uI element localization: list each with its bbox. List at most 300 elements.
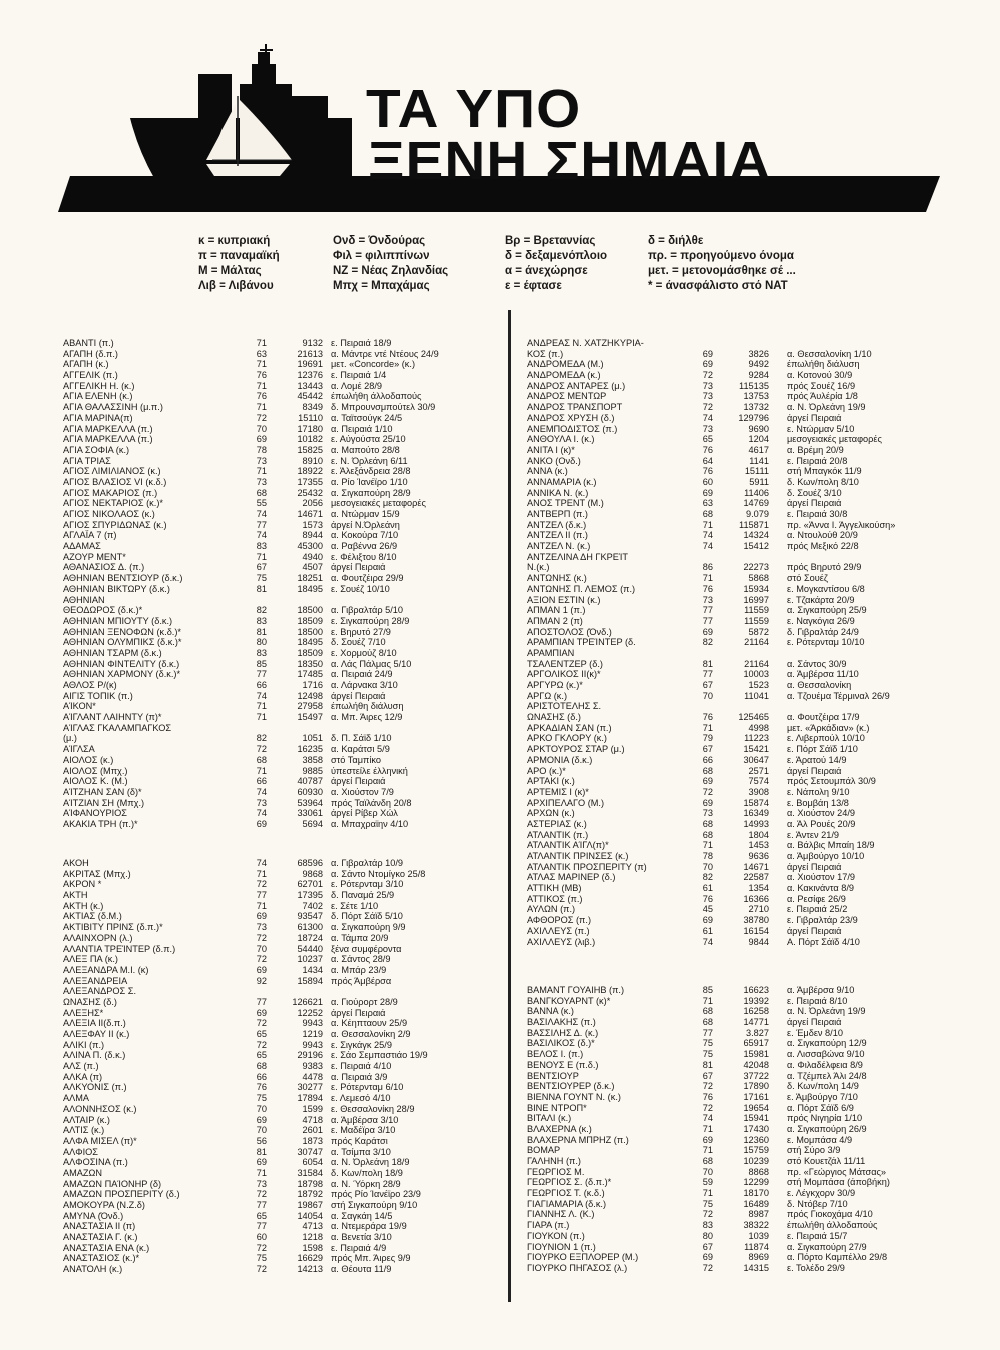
- ship-name: ΓΙΟΥΡΚΟ ΠΗΓΑΣΟΣ (λ.): [527, 1262, 628, 1273]
- status-note: α. Γιούρορτ 28/9: [331, 996, 398, 1007]
- status-note: ε. Θεσσαλονίκη 28/9: [331, 1103, 415, 1114]
- status-note: α. Ραβέννα 26/9: [331, 541, 398, 552]
- tonnage: 19867: [297, 1200, 323, 1210]
- build-year: 73: [702, 380, 713, 391]
- tonnage: 13753: [743, 391, 769, 402]
- tonnage: 60930: [297, 786, 323, 797]
- status-note: α. Μάντρε ντέ Ντέους 24/9: [331, 348, 439, 359]
- build-year: 73: [256, 455, 267, 466]
- status-note: α. Ρεσίφε 26/9: [787, 893, 846, 904]
- status-note: α. Θεσσαλονίκη 1/10: [787, 348, 872, 359]
- tonnage: 126621: [292, 996, 323, 1007]
- ship-name: ΘΕΟΔΩΡΟΣ (δ.κ.)*: [63, 605, 143, 616]
- ship-name: ΒΙΕΝΝΑ ΓΟΥΝΤ Ν. (κ.): [527, 1091, 621, 1102]
- build-year: 72: [702, 402, 713, 413]
- status-note: α. Ντώρμαν 15/9: [331, 509, 400, 519]
- ship-entry-row: [63, 1200, 493, 1211]
- status-note: ε. Ρότερνταμ 3/10: [331, 879, 404, 890]
- ship-entry-row: [63, 776, 493, 787]
- ship-entry-row: [527, 1220, 967, 1231]
- legend-entry: κ = κυπριακή: [198, 235, 271, 247]
- build-year: 72: [256, 932, 267, 943]
- ship-name: ΓΕΩΡΓΙΟΣ Σ. (δ.π.)*: [527, 1177, 612, 1188]
- status-note: πρός Σετουμπάλ 30/9: [787, 776, 876, 787]
- tonnage: 4713: [302, 1221, 323, 1232]
- ship-name: ΑΛΦΑ ΜΙΣΕΛ (π)*: [63, 1135, 137, 1146]
- tonnage: 12299: [743, 1177, 769, 1188]
- build-year: 77: [256, 996, 267, 1007]
- tonnage: 16629: [297, 1253, 323, 1264]
- tonnage: 19392: [743, 995, 769, 1006]
- ship-entry-row: [63, 766, 493, 777]
- build-year: 72: [256, 879, 267, 890]
- tonnage: 2056: [302, 498, 323, 509]
- status-note: α. Λομέ 28/9: [331, 380, 382, 391]
- ship-entry-row: [527, 562, 967, 573]
- build-year: 78: [702, 851, 713, 861]
- build-year: 75: [256, 1093, 267, 1104]
- status-note: ε. Λέγκχορν 30/9: [787, 1188, 856, 1199]
- tonnage: 5872: [748, 626, 769, 637]
- ship-list-left-top: [63, 338, 493, 830]
- ship-entry-row: [527, 1038, 967, 1049]
- ship-name: ΑΤΛΑΝΤΙΚ ΠΡΙΝΣΕΣ (κ.): [527, 851, 629, 861]
- ship-name: ΑΘΑΝΑΣΙΟΣ Δ. (π.): [63, 562, 145, 573]
- ship-entry-row: [527, 413, 967, 424]
- tonnage: 16623: [743, 985, 769, 995]
- ship-entry-row: [527, 509, 967, 520]
- build-year: 67: [702, 1070, 713, 1081]
- ship-entry-row: [527, 915, 967, 926]
- ship-name: ΑΝΕΜΠΟΔΙΣΤΟΣ (π.): [527, 423, 618, 434]
- ship-name: ΑΧΙΛΛΕΥΣ (π.): [527, 925, 590, 936]
- build-year: 72: [256, 1242, 267, 1253]
- ship-name: ΩΝΑΣΗΣ (δ.): [527, 712, 581, 723]
- tonnage: 18798: [297, 1178, 323, 1189]
- status-note: α. Πειραιά 1/10: [331, 423, 393, 434]
- ship-name: ΑΝΑΣΤΑΣΙΑ ΙΙ (π): [63, 1221, 136, 1232]
- status-note: α. Λισσαβώνα 9/10: [787, 1049, 865, 1060]
- ship-entry-row: [63, 1050, 493, 1061]
- build-year: 72: [702, 1102, 713, 1113]
- ship-entry-row: [527, 1028, 967, 1039]
- ship-name: ΑΛΟΝΝΗΣΟΣ (κ.): [63, 1103, 137, 1114]
- status-note: ε. Βηρυτό 27/9: [331, 626, 391, 637]
- ship-entry-row: [527, 605, 967, 616]
- ship-entry-row: [63, 680, 493, 691]
- status-note: πρός Σουέζ 16/9: [787, 380, 856, 391]
- status-note: α. Πειραιά 3/9: [331, 1071, 388, 1082]
- build-year: 72: [702, 786, 713, 797]
- ship-name: Ν.(κ.): [527, 562, 550, 573]
- status-note: α. Βάλβις Μπαίη 18/9: [787, 840, 875, 851]
- status-note: μετ. «Άρκάδιαν» (κ.): [787, 722, 870, 733]
- status-note: πρός Μεξικό 22/8: [787, 541, 859, 552]
- tonnage: 15759: [743, 1145, 769, 1156]
- ship-name: ΒΛΑΧΕΡΝΑ (κ.): [527, 1123, 592, 1134]
- build-year: 74: [256, 786, 267, 797]
- tonnage: 7402: [302, 900, 323, 911]
- tonnage: 1354: [748, 883, 769, 894]
- status-note: δ. Πόρτ Σάϊδ 5/10: [331, 911, 403, 922]
- ship-entry-row: [63, 659, 493, 670]
- tonnage: 5868: [748, 573, 769, 584]
- tonnage: 37722: [743, 1070, 769, 1081]
- ship-name: ΑΛΕΞ ΠΑ (κ.): [63, 954, 118, 965]
- tonnage: 18251: [297, 573, 323, 584]
- ship-entry-row: [63, 819, 493, 830]
- legend-column-3: [505, 234, 607, 294]
- build-year: 81: [256, 626, 267, 637]
- tonnage: 11559: [744, 615, 769, 626]
- tonnage: 4617: [748, 444, 769, 455]
- tonnage: 14671: [297, 509, 323, 519]
- tonnage: 15941: [743, 1113, 769, 1124]
- tonnage: 17395: [297, 890, 323, 901]
- build-year: 72: [702, 1262, 713, 1273]
- build-year: 72: [256, 744, 267, 755]
- status-note: πρός Άυλέρία 1/8: [787, 391, 858, 402]
- ship-list-right-bottom: [527, 985, 967, 1274]
- build-year: 73: [256, 476, 267, 487]
- ship-entry-row: [63, 456, 493, 467]
- ship-entry-row: [63, 1115, 493, 1126]
- tonnage: 6054: [302, 1157, 323, 1168]
- ship-entry-row: [527, 381, 967, 392]
- ship-name: ΓΕΩΡΓΙΟΣ Μ.: [527, 1166, 585, 1177]
- build-year: 74: [256, 858, 267, 868]
- ship-entry-row: [527, 1177, 967, 1188]
- build-year: 71: [702, 519, 713, 530]
- ship-entry-row: [63, 744, 493, 755]
- status-note: ε. Μομπάσα 4/9: [787, 1134, 853, 1145]
- ship-name: ΑΛΕΞΑΝΔΡΟΣ Σ.: [63, 986, 137, 997]
- ship-name: ΑΊΓΛΣΑ: [63, 744, 95, 755]
- ship-entry-row: [63, 1211, 493, 1222]
- status-note: α. Ντεμεράρα 19/9: [331, 1221, 407, 1232]
- ship-entry-row: [527, 819, 967, 830]
- status-note: ε. Πειραιά 20/8: [787, 455, 848, 466]
- status-note: ε. Πειραιά 8/10: [787, 995, 848, 1006]
- status-note: άργεί Πειραιά: [331, 1007, 386, 1018]
- tonnage: 8969: [748, 1252, 769, 1263]
- status-note: δ. Ντόβερ 7/10: [787, 1198, 848, 1209]
- tonnage: 16489: [743, 1198, 769, 1209]
- build-year: 72: [256, 412, 267, 423]
- status-note: άργεί Πειραιά: [787, 765, 842, 776]
- ship-entry-row: [63, 798, 493, 809]
- tonnage: 15981: [743, 1049, 769, 1060]
- tonnage: 18724: [297, 932, 323, 943]
- ship-name: ΑΥΛΩΝ (π.): [527, 904, 576, 915]
- build-year: 74: [702, 541, 713, 552]
- status-note: ε. Γιβραλτάρ 23/9: [787, 915, 858, 926]
- tonnage: 15111: [744, 466, 769, 477]
- build-year: 82: [256, 605, 267, 616]
- tonnage: 15934: [743, 583, 769, 594]
- build-year: 86: [702, 562, 713, 573]
- tonnage: 33061: [297, 808, 323, 819]
- status-note: ε. Ρότερνταμ 10/10: [787, 637, 865, 648]
- ship-entry-row: [527, 830, 967, 841]
- ship-entry-row: [63, 997, 493, 1008]
- ship-entry-row: [63, 648, 493, 659]
- ship-name: ΑΚΤΗ (κ.): [63, 900, 104, 911]
- build-year: 81: [256, 1146, 267, 1157]
- build-year: 67: [702, 680, 713, 690]
- ship-entry-row: [527, 359, 967, 370]
- build-year: 45: [702, 904, 713, 915]
- status-note: ξένα συμφέροντα: [331, 943, 402, 954]
- ship-name: ΑΛΕΞΑΝΔΡΕΙΑ: [63, 975, 128, 986]
- build-year: 69: [702, 487, 713, 498]
- tonnage: 14315: [743, 1262, 769, 1273]
- status-note: πρός Ταϊλάνδη 20/8: [331, 797, 412, 808]
- tonnage: 18922: [297, 466, 323, 477]
- ship-name: ΑΝΤΖΕΛ ΙΙ (π.): [527, 530, 588, 541]
- ship-name: ΑΛΙΚΙ (π.): [63, 1039, 105, 1050]
- tonnage: 17894: [297, 1093, 323, 1104]
- tonnage: 16997: [743, 594, 769, 605]
- ship-name: ΓΙΑΡΑ (π.): [527, 1220, 570, 1231]
- ship-entry-row: [63, 1243, 493, 1254]
- ship-entry-row: [63, 911, 493, 922]
- ship-name: ΑΝΘΟΥΛΑ Ι. (κ.): [527, 434, 595, 445]
- ship-name: ΑΘΗΝΙΑΝ ΜΠΙΟΥΤΥ (δ.κ.): [63, 615, 173, 626]
- build-year: 69: [702, 359, 713, 370]
- tonnage: 16366: [743, 893, 769, 904]
- ship-entry-row: [527, 456, 967, 467]
- tonnage: 1218: [302, 1232, 323, 1243]
- status-note: ε. Πειραιά 18/9: [331, 338, 392, 348]
- build-year: 70: [702, 690, 713, 701]
- build-year: 73: [256, 922, 267, 933]
- status-note: δ. Σουέζ 7/10: [331, 637, 386, 648]
- legend-entry: Βρ = Βρεταννίας: [505, 235, 596, 247]
- ship-entry-row: [527, 1006, 967, 1017]
- tonnage: 11559: [744, 605, 769, 616]
- build-year: 77: [702, 669, 713, 680]
- ship-name: ΑΛΚΑ (π): [63, 1071, 103, 1082]
- tonnage: 21613: [297, 348, 323, 359]
- ship-name: ΓΙΟΥΝΙΟΝ 1 (π.): [527, 1241, 596, 1252]
- ship-entry-row: [527, 1017, 967, 1028]
- tonnage: 14054: [297, 1210, 323, 1221]
- ship-name: ΑΤΛΑΝΤΙΚ ΑΊΓΛ(π)*: [527, 840, 609, 851]
- ship-name: ΑΘΗΝΙΑΝ ΤΣΑΡΜ (δ.κ.): [63, 647, 162, 658]
- ship-name: ΑΙΟΛΟΣ (κ.): [63, 754, 114, 765]
- status-note: α. Γιβραλτάρ 10/9: [331, 858, 404, 868]
- ship-name: ΑΓΙΑ ΘΑΛΑΣΣΙΝΗ (μ.π.): [63, 402, 163, 413]
- ship-entry-row: [527, 648, 967, 659]
- build-year: 71: [256, 1167, 267, 1178]
- status-note: ε. Άρατού 14/9: [787, 754, 847, 765]
- ship-name: ΑΝΤΖΕΛ Ν. (κ.): [527, 541, 591, 552]
- build-year: 73: [256, 1178, 267, 1189]
- build-year: 70: [256, 423, 267, 434]
- build-year: 68: [256, 487, 267, 498]
- tonnage: 1598: [302, 1242, 323, 1253]
- tonnage: 17485: [297, 669, 323, 680]
- build-year: 69: [702, 915, 713, 926]
- tonnage: 30747: [297, 1146, 323, 1157]
- ship-name: ΑΜΟΚΟΥΡΑ (Ν.Ζ.δ): [63, 1200, 145, 1210]
- status-note: α. Μπ. Άιρες 12/9: [331, 712, 403, 723]
- build-year: 71: [702, 1123, 713, 1134]
- build-year: 68: [702, 1017, 713, 1028]
- tonnage: 45300: [297, 541, 323, 552]
- build-year: 60: [702, 476, 713, 487]
- ship-name: ΓΙΟΥΡΚΟ ΕΞΠΛΟΡΕΡ (Μ.): [527, 1252, 639, 1263]
- title-line-1: ΤΑ ΥΠΟ: [366, 79, 582, 139]
- tonnage: 18495: [297, 583, 323, 594]
- build-year: 81: [256, 583, 267, 594]
- build-year: 67: [256, 562, 267, 573]
- build-year: 65: [256, 1210, 267, 1221]
- status-note: δ. Γιβραλτάρ 24/9: [787, 626, 859, 637]
- build-year: 69: [702, 1252, 713, 1263]
- ship-name: ΑΘΛΟΣ Ρ/(κ): [63, 680, 117, 690]
- build-year: 69: [702, 626, 713, 637]
- status-note: α. Άλ Ρουές 20/9: [787, 818, 856, 829]
- ship-entry-row: [527, 985, 967, 996]
- ship-name: ΑΓΓΕΛΙΚ (π.): [63, 370, 118, 381]
- status-note: δ. Κων/πολη 8/10: [787, 476, 859, 487]
- status-note: ε. Πειραιά 1/4: [331, 370, 387, 381]
- tonnage: 11406: [744, 487, 769, 498]
- status-note: έπωλήθη διάλυση: [331, 701, 404, 712]
- build-year: 69: [702, 348, 713, 359]
- tonnage: 42048: [743, 1059, 769, 1070]
- ship-entry-row: [527, 498, 967, 509]
- ship-entry-row: [63, 370, 493, 381]
- legend-entry: μετ. = μετονομάσθηκε σέ ...: [648, 265, 796, 277]
- ship-name: ΑΝΝΑ (κ.): [527, 466, 568, 477]
- status-note: α. Μαπούτο 28/8: [331, 444, 400, 455]
- status-note: α. Γιβραλτάρ 5/10: [331, 605, 404, 616]
- ship-entry-row: [527, 872, 967, 883]
- ship-entry-row: [63, 498, 493, 509]
- ship-name: ΑΝΚΟ (Ονδ.): [527, 455, 581, 466]
- tonnage: 9885: [302, 765, 323, 776]
- ship-name: ΑΡΓΩ (κ.): [527, 690, 568, 701]
- tonnage: 1599: [302, 1103, 323, 1114]
- build-year: 74: [702, 530, 713, 541]
- ship-name: ΑΝΑΤΟΛΗ (κ.): [63, 1264, 123, 1275]
- status-note: άργεί Πειραιά: [787, 498, 842, 509]
- ship-entry-row: [63, 787, 493, 798]
- tonnage: 3858: [302, 754, 323, 765]
- ship-entry-row: [63, 1168, 493, 1179]
- tonnage: 7574: [748, 776, 769, 787]
- status-note: ε. Πειραιά 4/9: [331, 1242, 387, 1253]
- ship-name: ΤΣΑΛΕΝΤΖΕΡ (δ.): [527, 658, 603, 669]
- status-note: έπωλήθη άλλοδαπούς: [331, 391, 422, 402]
- status-note: α. Άμβούργο 10/10: [787, 851, 865, 861]
- ship-name: ΑΓΙΟΣ ΣΠΥΡΙΔΩΝΑΣ (κ.): [63, 519, 167, 530]
- ship-name: ΑΛΙΝΑ Π. (δ.κ.): [63, 1050, 126, 1061]
- ship-name: ΑΓΛΑΪΑ 7 (π): [63, 530, 117, 541]
- ship-name: ΑΝΔΡΟΜΕΔΑ (Μ.): [527, 359, 604, 370]
- status-note: α. Χιούστον 7/9: [331, 786, 394, 797]
- ship-entry-row: [527, 488, 967, 499]
- build-year: 71: [702, 573, 713, 584]
- status-note: άργεί Πειραιά: [787, 925, 842, 936]
- ship-name: ΑΝΑΣΤΑΣΙΑ Γ. (κ.): [63, 1232, 138, 1243]
- build-year: 70: [256, 943, 267, 954]
- build-year: 69: [702, 797, 713, 808]
- ship-name: ΚΟΣ (π.): [527, 348, 564, 359]
- tonnage: 29196: [297, 1050, 323, 1061]
- ship-entry-row: [527, 477, 967, 488]
- ship-name: ΑΝΤΩΝΗΣ (κ.): [527, 573, 587, 584]
- build-year: 82: [702, 637, 713, 648]
- build-year: 69: [702, 1134, 713, 1145]
- build-year: 56: [256, 1135, 267, 1146]
- ship-entry-row: [63, 509, 493, 520]
- ship-name: ΑΡΤΕΜΙΣ Ι (κ)*: [527, 786, 589, 797]
- tonnage: 18350: [297, 658, 323, 669]
- ship-name: ΑΓΙΑ ΜΑΡΚΕΛΛΑ (π.): [63, 423, 153, 434]
- ship-name: ΑΊΦΑΝΟΥΡΙΟΣ: [63, 808, 127, 819]
- ship-entry-row: [63, 381, 493, 392]
- legend-entry: δ = διήλθε: [648, 235, 704, 247]
- status-note: ύπεστείλε έλληνική: [331, 765, 408, 776]
- ship-entry-row: [527, 680, 967, 691]
- ship-entry-row: [63, 1179, 493, 1190]
- build-year: 73: [702, 808, 713, 819]
- tonnage: 2601: [302, 1125, 323, 1136]
- ship-name: ΑΊΤΖΗΑΝ ΣΑΝ (δ)*: [63, 786, 142, 797]
- status-note: ε. Χορμούζ 8/10: [331, 647, 397, 658]
- ship-name: ΑΡΧΙΠΕΛΑΓΟ (Μ.): [527, 797, 605, 808]
- build-year: 83: [256, 647, 267, 658]
- ship-entry-row: [527, 883, 967, 894]
- status-note: α. Άμβέρσα 9/10: [787, 985, 855, 995]
- tonnage: 22587: [743, 872, 769, 883]
- ship-name: ΑΓΙΟΣ ΝΕΚΤΑΡΙΟΣ (κ.)*: [63, 498, 163, 509]
- build-year: 85: [702, 985, 713, 995]
- ship-name: ΑΘΗΝΙΑΝ ΞΕΝΟΦΩΝ (κ.δ.)*: [63, 626, 181, 637]
- ship-entry-row: [527, 862, 967, 873]
- status-note: α. Σιγκαπούρη 25/9: [787, 605, 867, 616]
- tonnage: 5694: [302, 818, 323, 829]
- tonnage: 17180: [297, 423, 323, 434]
- tonnage: 18170: [743, 1188, 769, 1199]
- ship-name: ΑΙΟΛΟΣ Κ. (Μ.): [63, 776, 128, 787]
- build-year: 76: [702, 712, 713, 723]
- ship-entry-row: [63, 1018, 493, 1029]
- ship-name: ΑΝΑΣΤΑΣΙΟΣ (κ.)*: [63, 1253, 140, 1264]
- tonnage: 4718: [302, 1114, 323, 1125]
- ship-name: ΓΑΛΗΝΗ (π.): [527, 1156, 581, 1166]
- ship-name: ΑΝΔΡΟΣ ΧΡΥΣΗ (δ.): [527, 412, 615, 423]
- ship-name: ΑΝΝΑΜΑΡΙΑ (κ.): [527, 476, 597, 487]
- status-note: α. Θεσσαλονίκη 2/9: [331, 1029, 411, 1039]
- ship-entry-row: [63, 723, 493, 734]
- tonnage: 9844: [748, 936, 769, 947]
- ship-name: ΑΤΤΙΚΗ (ΜΒ): [527, 883, 582, 894]
- ship-entry-row: [527, 851, 967, 862]
- status-note: α. Τζουέμα Τέρμιναλ 26/9: [787, 690, 890, 701]
- build-year: 71: [256, 712, 267, 723]
- ship-entry-row: [63, 413, 493, 424]
- ship-entry-row: [527, 370, 967, 381]
- ship-name: ΑΠΟΣΤΟΛΟΣ (Όνδ.): [527, 626, 612, 637]
- ship-entry-row: [527, 701, 967, 712]
- build-year: 64: [702, 455, 713, 466]
- status-note: α. Φιλαδέλφεια 8/9: [787, 1059, 863, 1070]
